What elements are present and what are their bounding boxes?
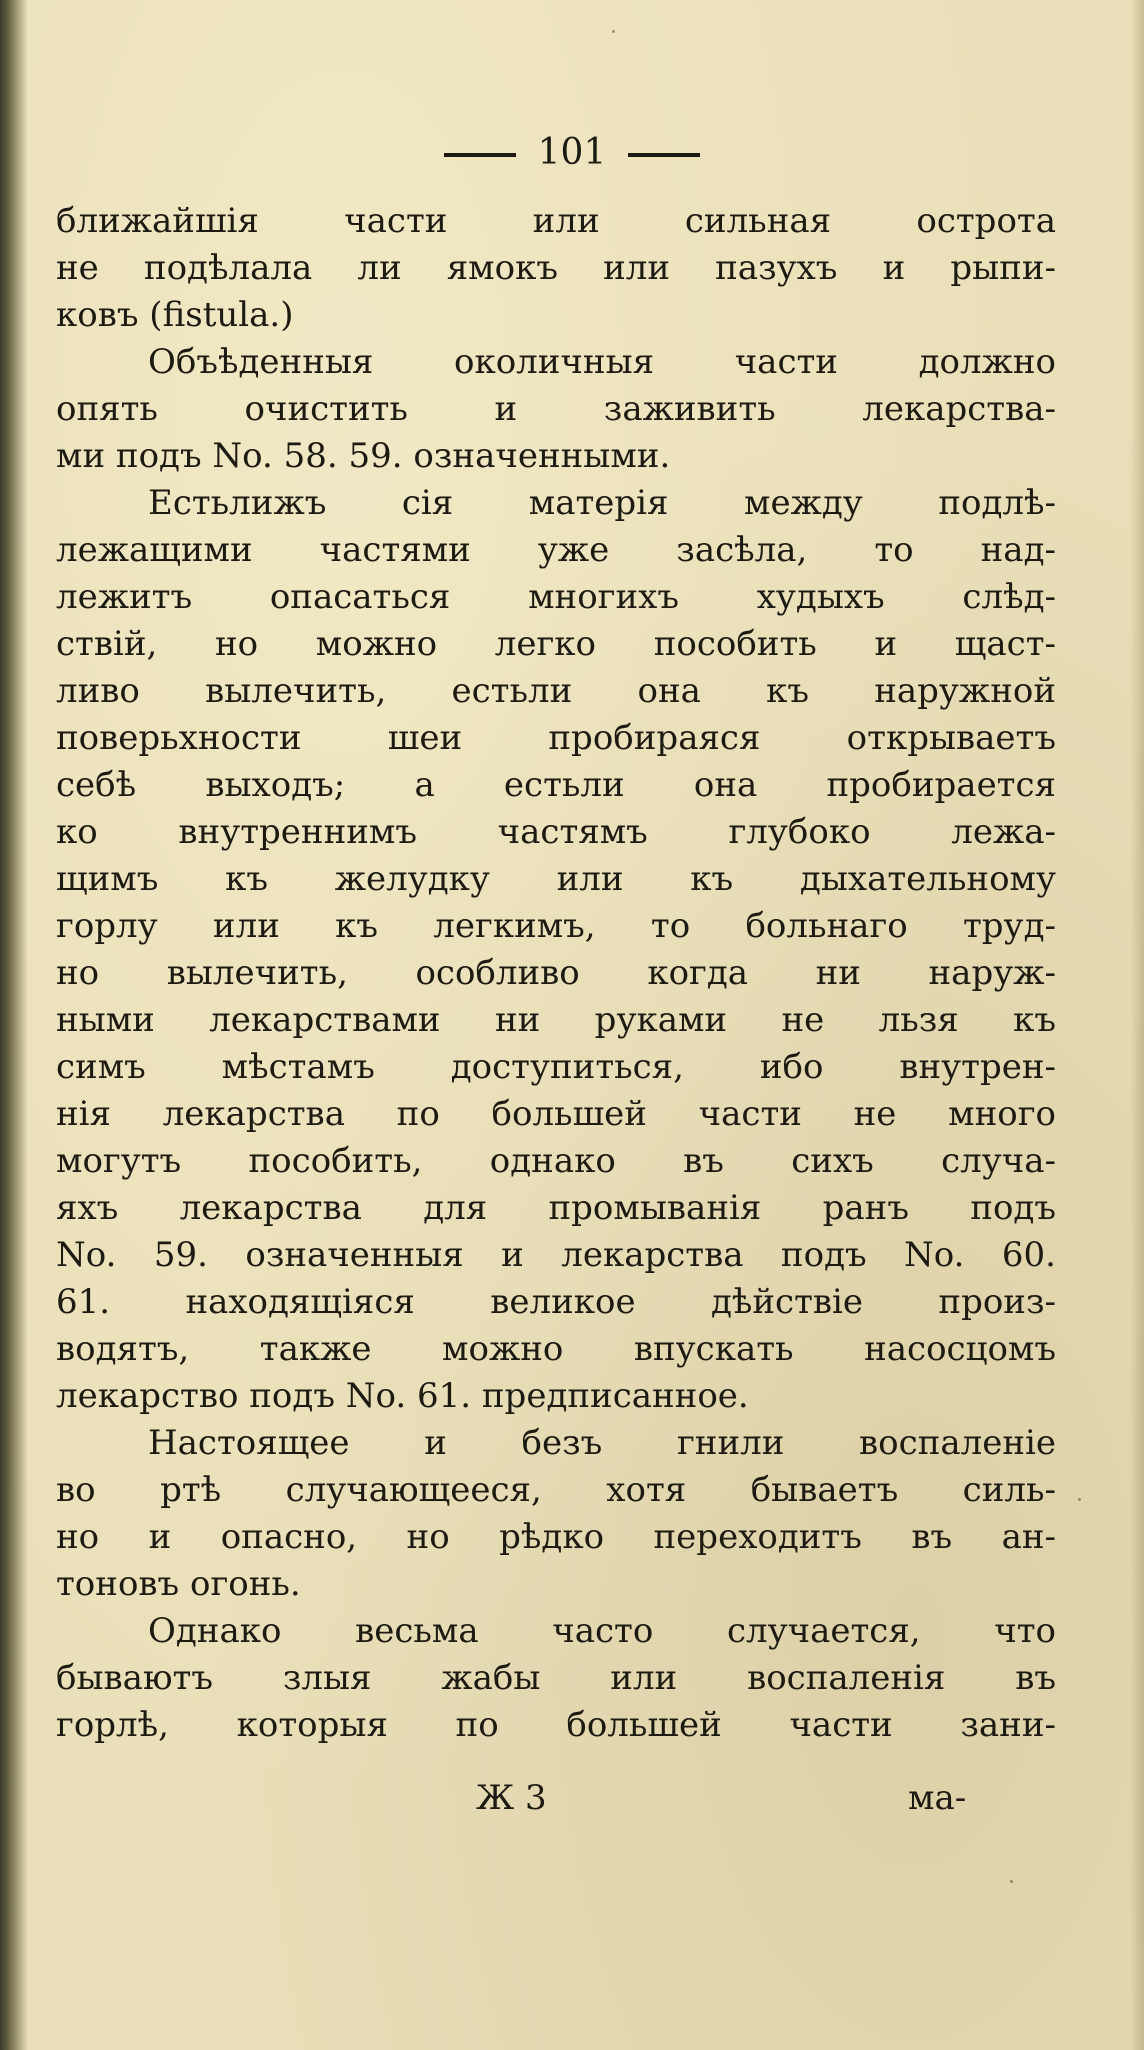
- header-dash-right: [628, 153, 700, 157]
- text-line: Настоящее и безъ гнили воспаленіе: [148, 1423, 1056, 1463]
- text-line: Естьлижъ сія матерія между подлѣ-: [148, 483, 1056, 523]
- text-line: бываютъ злыя жабы или воспаленія въ: [56, 1658, 1056, 1698]
- text-line: симъ мѣстамъ доступиться, ибо внутрен-: [56, 1047, 1056, 1087]
- catchword: ма-: [908, 1778, 967, 1818]
- text-line: опять очистить и заживить лекарства-: [56, 389, 1056, 429]
- text-line: лежитъ опасаться многихъ худыхъ слѣд-: [56, 577, 1056, 617]
- text-line: Однако весьма часто случается, что: [148, 1611, 1056, 1651]
- text-line: водятъ, также можно впускать насосцомъ: [56, 1329, 1056, 1369]
- signature-mark: Ж 3: [476, 1778, 547, 1818]
- text-line: нія лекарства по большей части не много: [56, 1094, 1056, 1134]
- text-line: лекарство подъ No. 61. предписанное.: [56, 1376, 749, 1416]
- text-line: себѣ выходъ; а естьли она пробирается: [56, 765, 1056, 805]
- text-line: No. 59. означенныя и лекарства подъ No. 60.: [56, 1235, 1056, 1275]
- text-line: ливо вылечить, естьли она къ наружной: [56, 671, 1056, 711]
- text-line: но и опасно, но рѣдко переходитъ въ ан-: [56, 1517, 1056, 1557]
- page-footer: [0, 1778, 1144, 1830]
- paper-speck: [1078, 1498, 1081, 1501]
- text-line: 61. находящіяся великое дѣйствіе произ-: [56, 1282, 1056, 1322]
- header-dash-left: [444, 153, 516, 157]
- text-line: поверьхности шеи пробираяся открываетъ: [56, 718, 1056, 758]
- text-line: но вылечить, особливо когда ни наруж-: [56, 953, 1056, 993]
- text-line: тоновъ огонь.: [56, 1564, 301, 1604]
- page-number: 101: [537, 132, 607, 173]
- text-line: ми подъ No. 58. 59. означенными.: [56, 436, 671, 476]
- paper-speck: [1010, 1880, 1013, 1883]
- text-line: яхъ лекарства для промыванія ранъ подъ: [56, 1188, 1056, 1228]
- text-line: лежащими частями уже засѣла, то над-: [56, 530, 1056, 570]
- page-edge: [1130, 0, 1144, 2050]
- text-line: ковъ (fistula.): [56, 295, 294, 335]
- text-line: ближайшія части или сильная острота: [56, 201, 1056, 241]
- text-line: ными лекарствами ни руками не льзя къ: [56, 1000, 1056, 1040]
- text-line: щимъ къ желудку или къ дыхательному: [56, 859, 1056, 899]
- paper-speck: [612, 30, 615, 33]
- text-line: ствій, но можно легко пособить и щаст-: [56, 624, 1056, 664]
- text-line: горлу или къ легкимъ, то больнаго труд-: [56, 906, 1056, 946]
- text-line: во ртѣ случающееся, хотя бываетъ силь-: [56, 1470, 1056, 1510]
- binding-shadow: [0, 0, 28, 2050]
- text-line: горлѣ, которыя по большей части зани-: [56, 1705, 1056, 1745]
- text-line: не подѣлала ли ямокъ или пазухъ и рыпи-: [56, 248, 1056, 288]
- body-text: [56, 198, 1056, 1749]
- page-header: [0, 128, 1144, 178]
- text-line: ко внутреннимъ частямъ глубоко лежа-: [56, 812, 1056, 852]
- text-line: Объѣденныя околичныя части должно: [148, 342, 1056, 382]
- text-line: могутъ пособить, однако въ сихъ случа-: [56, 1141, 1056, 1181]
